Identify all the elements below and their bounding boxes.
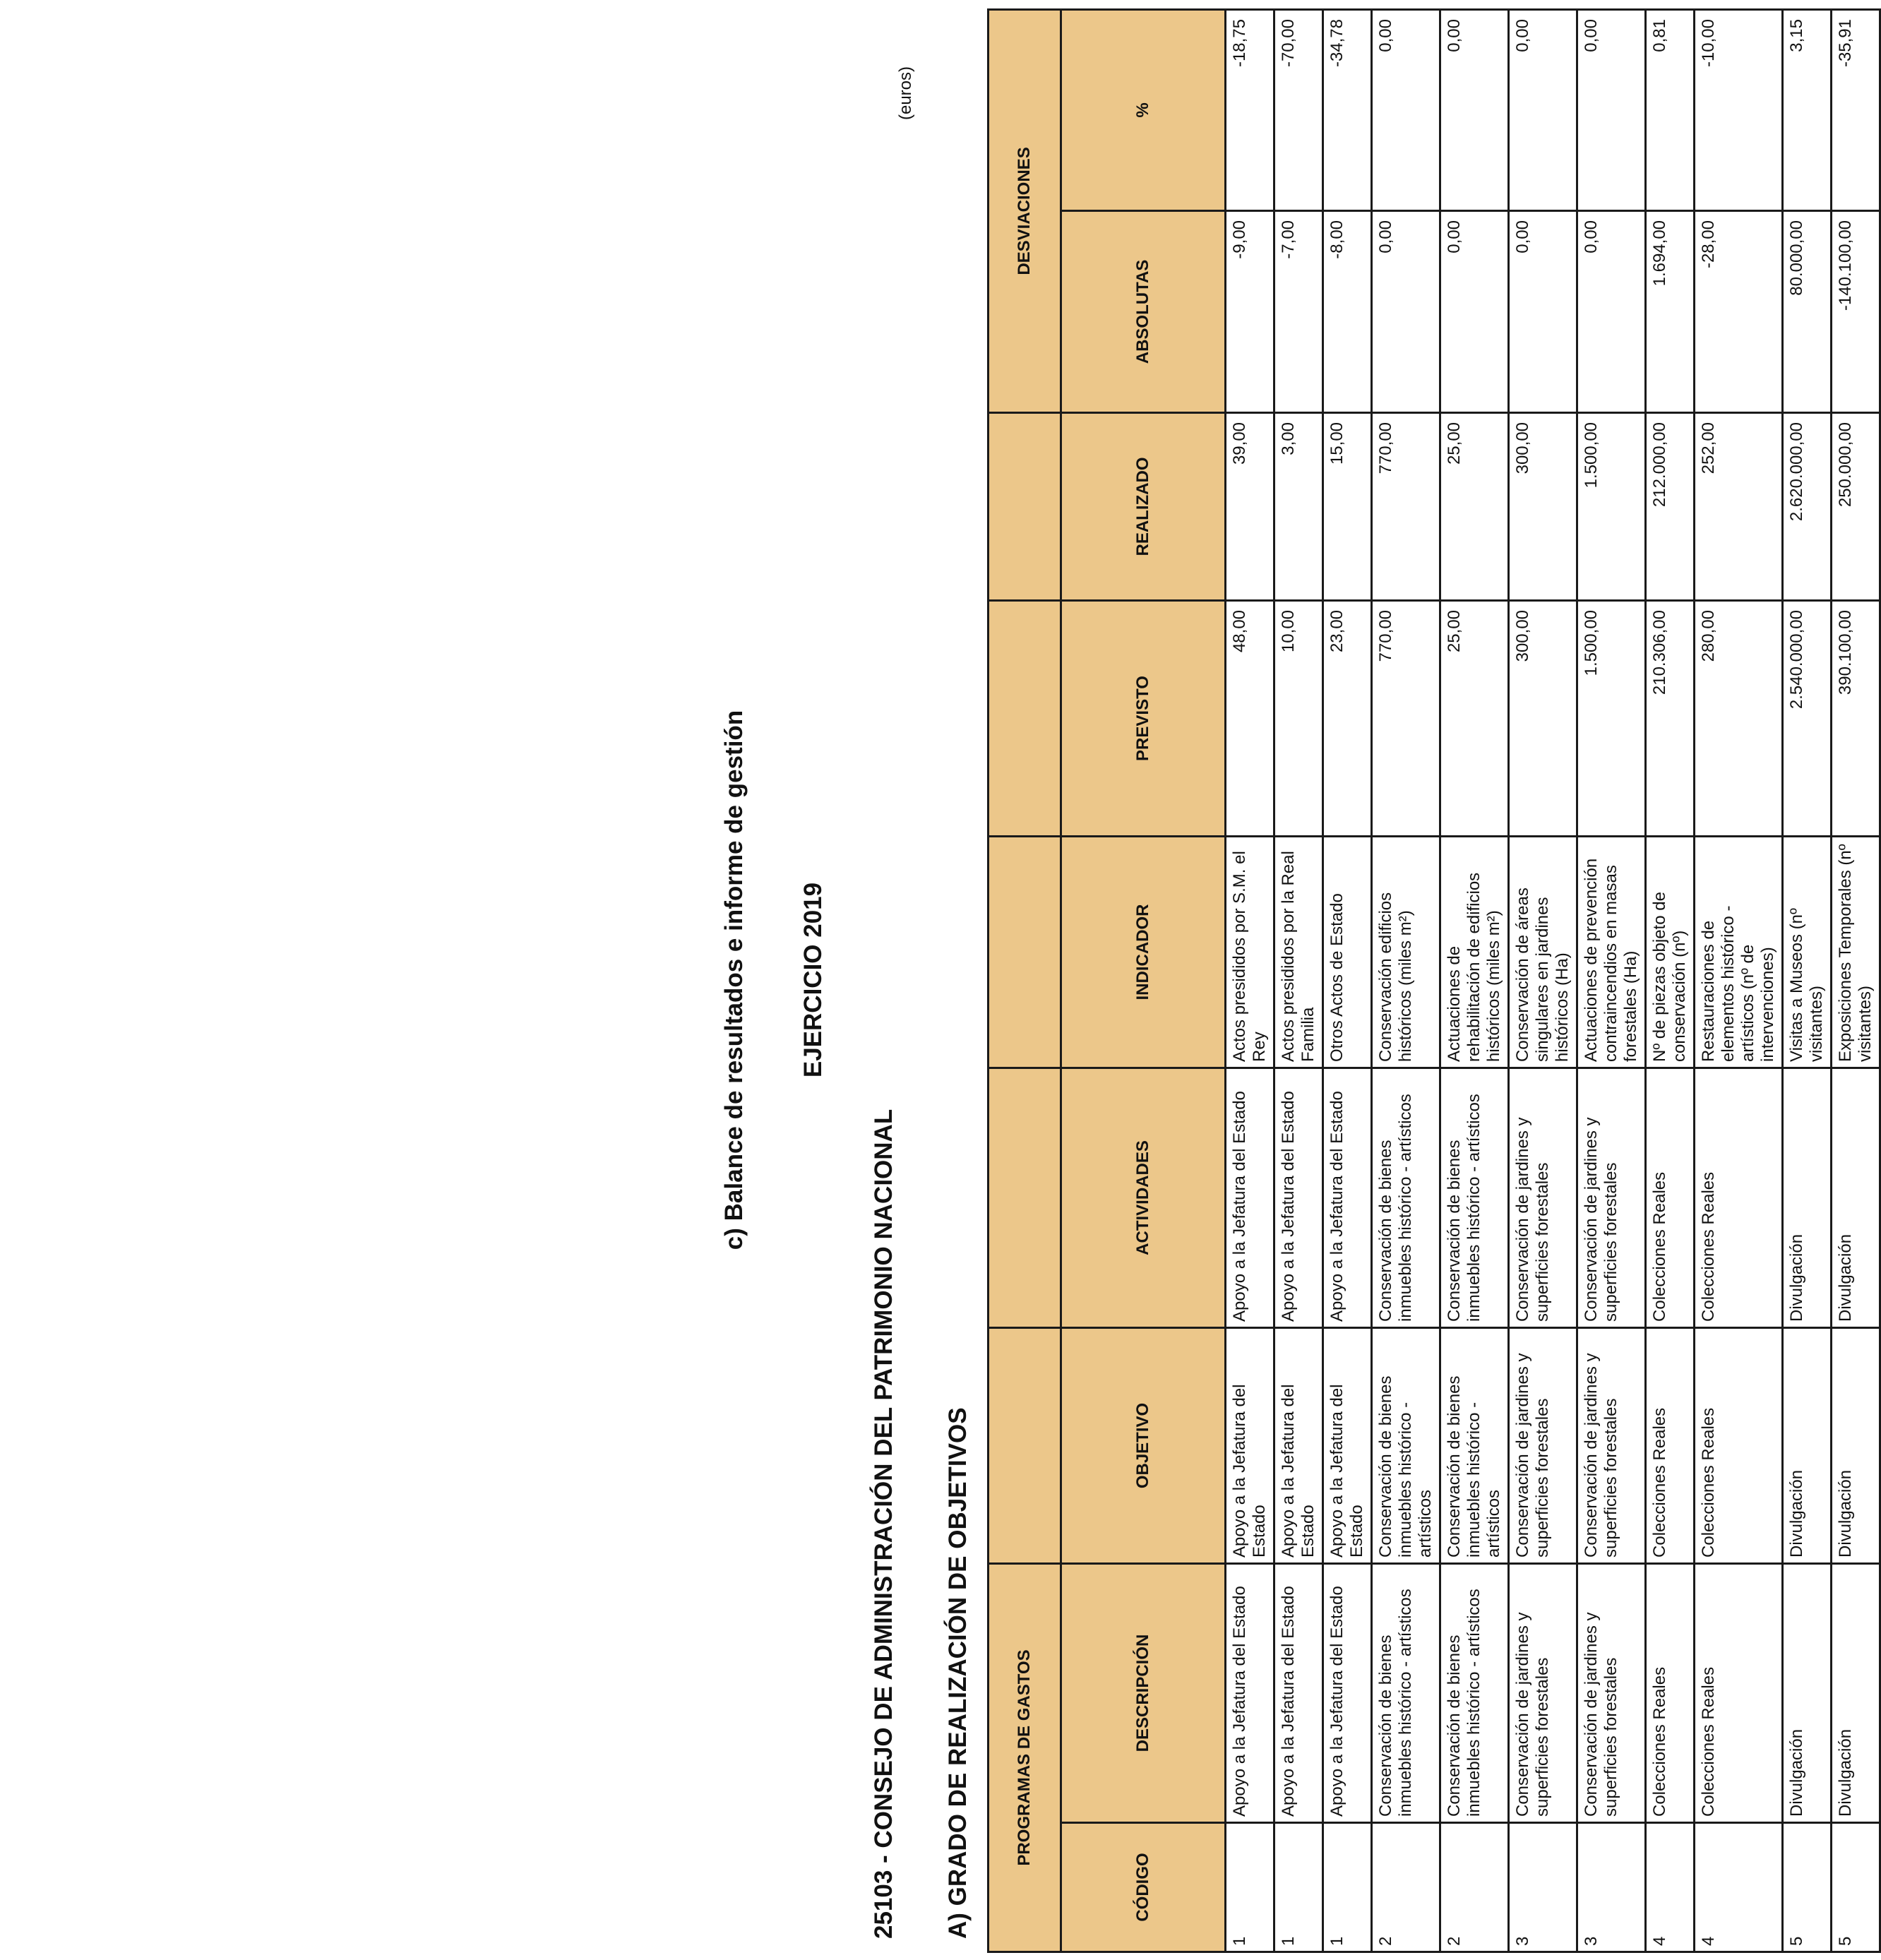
cell-previsto: 210.306,00 [1646, 600, 1695, 836]
cell-realizado: 15,00 [1323, 412, 1372, 600]
cell-objetivo: Apoyo a la Jefatura del Estado [1274, 1327, 1323, 1563]
objectives-table-container [987, 11, 1875, 1953]
cell-realizado: 3,00 [1274, 412, 1323, 600]
cell-indicador: Restauraciones de elementos histórico - artísticos (nº de intervenciones) [1695, 836, 1783, 1068]
cell-realizado: 1.500,00 [1577, 412, 1646, 600]
group-spacer-header [989, 600, 1061, 836]
section-heading: A) GRADO DE REALIZACIÓN DE OBJETIVOS [944, 1407, 972, 1939]
cell-indicador: Nº de piezas objeto de conservación (nº) [1646, 836, 1695, 1068]
cell-absolutas: 0,00 [1440, 210, 1509, 412]
cell-absolutas: -9,00 [1226, 210, 1274, 412]
cell-descripcion: Colecciones Reales [1646, 1563, 1695, 1822]
cell-realizado: 770,00 [1372, 412, 1440, 600]
cell-codigo: 1 [1323, 1823, 1372, 1952]
cell-pct: 0,00 [1440, 9, 1509, 210]
cell-actividades: Apoyo a la Jefatura del Estado [1323, 1068, 1372, 1327]
cell-actividades: Divulgación [1832, 1068, 1880, 1327]
cell-pct: -35,91 [1832, 9, 1880, 210]
header-group-row [989, 9, 1061, 1952]
cell-realizado: 39,00 [1226, 412, 1274, 600]
cell-pct: 0,00 [1509, 9, 1577, 210]
cell-actividades: Conservación de bienes inmuebles histórico - artísticos [1372, 1068, 1440, 1327]
cell-previsto: 300,00 [1509, 600, 1577, 836]
exercise-year: EJERCICIO 2019 [799, 882, 827, 1078]
table-row [1372, 9, 1440, 1952]
cell-absolutas: -7,00 [1274, 210, 1323, 412]
cell-absolutas: -140.100,00 [1832, 210, 1880, 412]
group-spacer-header [989, 412, 1061, 600]
cell-previsto: 2.540.000,00 [1783, 600, 1832, 836]
cell-realizado: 252,00 [1695, 412, 1783, 600]
cell-realizado: 212.000,00 [1646, 412, 1695, 600]
col-objetivo-header: OBJETIVO [1061, 1327, 1226, 1563]
cell-actividades: Conservación de bienes inmuebles histórico - artísticos [1440, 1068, 1509, 1327]
cell-pct: 0,81 [1646, 9, 1695, 210]
cell-codigo: 2 [1440, 1823, 1509, 1952]
col-codigo-header: CÓDIGO [1061, 1823, 1226, 1952]
cell-previsto: 770,00 [1372, 600, 1440, 836]
cell-absolutas: -8,00 [1323, 210, 1372, 412]
cell-previsto: 390.100,00 [1832, 600, 1880, 836]
cell-descripcion: Divulgación [1783, 1563, 1832, 1822]
cell-previsto: 48,00 [1226, 600, 1274, 836]
cell-objetivo: Apoyo a la Jefatura del Estado [1226, 1327, 1274, 1563]
cell-absolutas: 0,00 [1577, 210, 1646, 412]
cell-realizado: 300,00 [1509, 412, 1577, 600]
table-row [1695, 9, 1783, 1952]
cell-pct: -34,78 [1323, 9, 1372, 210]
cell-indicador: Conservación edificios históricos (miles m²) [1372, 836, 1440, 1068]
cell-indicador: Actos presididos por la Real Familia [1274, 836, 1323, 1068]
cell-objetivo: Apoyo a la Jefatura del Estado [1323, 1327, 1372, 1563]
table-row [1646, 9, 1695, 1952]
table-body [1226, 9, 1880, 1952]
cell-objetivo: Conservación de jardines y superficies forestales [1509, 1327, 1577, 1563]
col-absolutas-header: ABSOLUTAS [1061, 210, 1226, 412]
cell-absolutas: 1.694,00 [1646, 210, 1695, 412]
cell-absolutas: -28,00 [1695, 210, 1783, 412]
table-row [1274, 9, 1323, 1952]
cell-indicador: Actuaciones de prevención contraincendios en masas forestales (Ha) [1577, 836, 1646, 1068]
cell-pct: -70,00 [1274, 9, 1323, 210]
cell-indicador: Exposiciones Temporales (nº visitantes) [1832, 836, 1880, 1068]
cell-codigo: 3 [1509, 1823, 1577, 1952]
cell-descripcion: Apoyo a la Jefatura del Estado [1274, 1563, 1323, 1822]
cell-indicador: Actos presididos por S.M. el Rey [1226, 836, 1274, 1068]
cell-actividades: Conservación de jardines y superficies forestales [1577, 1068, 1646, 1327]
cell-codigo: 3 [1577, 1823, 1646, 1952]
col-descripcion-header: DESCRIPCIÓN [1061, 1563, 1226, 1822]
cell-pct: 3,15 [1783, 9, 1832, 210]
col-realizado-header: REALIZADO [1061, 412, 1226, 600]
cell-objetivo: Divulgación [1783, 1327, 1832, 1563]
group-deviations-header: DESVIACIONES [989, 9, 1061, 412]
table-row [1323, 9, 1372, 1952]
cell-objetivo: Conservación de jardines y superficies forestales [1577, 1327, 1646, 1563]
cell-actividades: Divulgación [1783, 1068, 1832, 1327]
cell-pct: -10,00 [1695, 9, 1783, 210]
cell-previsto: 1.500,00 [1577, 600, 1646, 836]
table-row [1577, 9, 1646, 1952]
cell-descripcion: Conservación de jardines y superficies forestales [1577, 1563, 1646, 1822]
group-spacer-header [989, 1327, 1061, 1563]
report-title: c) Balance de resultados e informe de gestión [720, 710, 748, 1250]
table-row [1440, 9, 1509, 1952]
cell-previsto: 23,00 [1323, 600, 1372, 836]
cell-pct: 0,00 [1372, 9, 1440, 210]
cell-descripcion: Conservación de bienes inmuebles histórico - artísticos [1440, 1563, 1509, 1822]
cell-objetivo: Conservación de bienes inmuebles histórico - artísticos [1372, 1327, 1440, 1563]
col-indicador-header: INDICADOR [1061, 836, 1226, 1068]
cell-descripcion: Apoyo a la Jefatura del Estado [1323, 1563, 1372, 1822]
objectives-table [987, 8, 1881, 1953]
cell-codigo: 5 [1832, 1823, 1880, 1952]
cell-descripcion: Divulgación [1832, 1563, 1880, 1822]
cell-absolutas: 0,00 [1372, 210, 1440, 412]
cell-previsto: 25,00 [1440, 600, 1509, 836]
cell-objetivo: Colecciones Reales [1646, 1327, 1695, 1563]
cell-actividades: Colecciones Reales [1646, 1068, 1695, 1327]
col-actividades-header: ACTIVIDADES [1061, 1068, 1226, 1327]
cell-descripcion: Colecciones Reales [1695, 1563, 1783, 1822]
cell-actividades: Conservación de jardines y superficies forestales [1509, 1068, 1577, 1327]
cell-objetivo: Colecciones Reales [1695, 1327, 1783, 1563]
cell-realizado: 250.000,00 [1832, 412, 1880, 600]
cell-codigo: 4 [1646, 1823, 1695, 1952]
group-spacer-header [989, 1068, 1061, 1327]
cell-descripcion: Conservación de jardines y superficies forestales [1509, 1563, 1577, 1822]
header-column-row [1061, 9, 1226, 1952]
col-pct-header: % [1061, 9, 1226, 210]
cell-realizado: 25,00 [1440, 412, 1509, 600]
cell-descripcion: Conservación de bienes inmuebles histórico - artísticos [1372, 1563, 1440, 1822]
cell-actividades: Apoyo a la Jefatura del Estado [1274, 1068, 1323, 1327]
cell-absolutas: 0,00 [1509, 210, 1577, 412]
entity-heading: 25103 - CONSEJO DE ADMINISTRACIÓN DEL PATRIMONIO NACIONAL [870, 1109, 897, 1939]
cell-codigo: 1 [1274, 1823, 1323, 1952]
group-spacer-header [989, 836, 1061, 1068]
table-row [1226, 9, 1274, 1952]
cell-objetivo: Conservación de bienes inmuebles histórico - artísticos [1440, 1327, 1509, 1563]
cell-indicador: Otros Actos de Estado [1323, 836, 1372, 1068]
table-row [1832, 9, 1880, 1952]
col-previsto-header: PREVISTO [1061, 600, 1226, 836]
cell-indicador: Conservación de áreas singulares en jardines históricos (Ha) [1509, 836, 1577, 1068]
cell-actividades: Colecciones Reales [1695, 1068, 1783, 1327]
table-row [1783, 9, 1832, 1952]
currency-note: (euros) [896, 66, 915, 120]
cell-absolutas: 80.000,00 [1783, 210, 1832, 412]
table-row [1509, 9, 1577, 1952]
cell-codigo: 4 [1695, 1823, 1783, 1952]
cell-pct: -18,75 [1226, 9, 1274, 210]
cell-descripcion: Apoyo a la Jefatura del Estado [1226, 1563, 1274, 1822]
cell-pct: 0,00 [1577, 9, 1646, 210]
cell-objetivo: Divulgación [1832, 1327, 1880, 1563]
cell-actividades: Apoyo a la Jefatura del Estado [1226, 1068, 1274, 1327]
cell-previsto: 280,00 [1695, 600, 1783, 836]
cell-realizado: 2.620.000,00 [1783, 412, 1832, 600]
cell-previsto: 10,00 [1274, 600, 1323, 836]
cell-codigo: 1 [1226, 1823, 1274, 1952]
cell-indicador: Visitas a Museos (nº visitantes) [1783, 836, 1832, 1068]
cell-indicador: Actuaciones de rehabilitación de edificios históricos (miles m²) [1440, 836, 1509, 1068]
group-programs-header: PROGRAMAS DE GASTOS [989, 1563, 1061, 1952]
cell-codigo: 2 [1372, 1823, 1440, 1952]
cell-codigo: 5 [1783, 1823, 1832, 1952]
